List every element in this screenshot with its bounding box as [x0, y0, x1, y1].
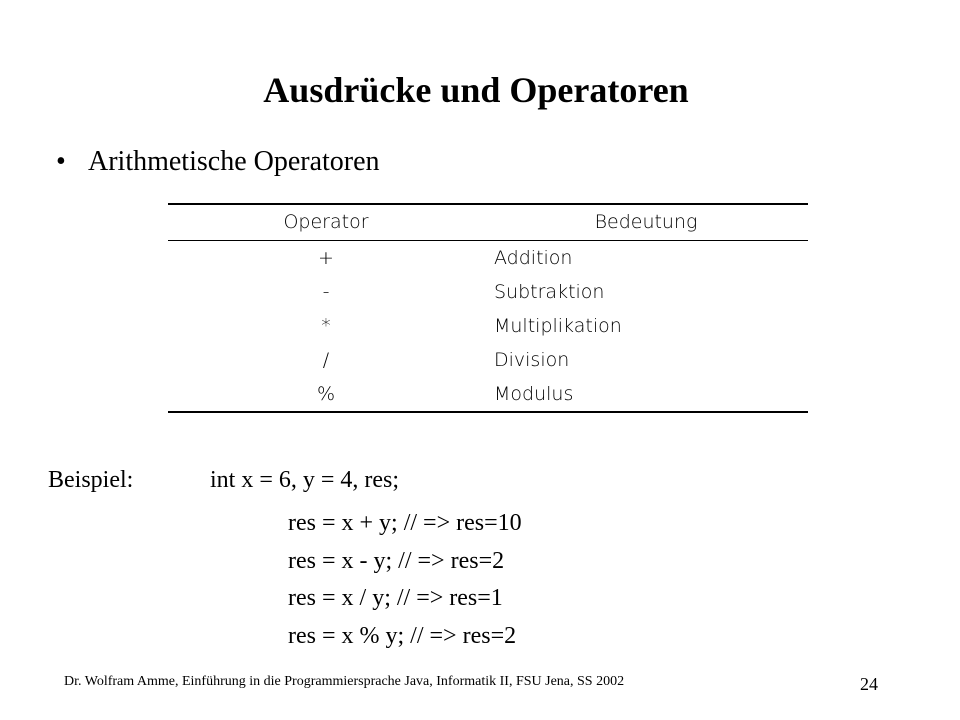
table-bottom-rule [168, 411, 808, 413]
table-row [168, 275, 808, 309]
example-label: Beispiel: [48, 467, 134, 493]
meaning-cell: Division [494, 349, 570, 371]
meaning-cell: Addition [494, 247, 573, 269]
operator-cell: - [322, 281, 330, 303]
bullet-text: Arithmetische Operatoren [88, 146, 380, 177]
meaning-cell: Modulus [494, 383, 574, 405]
table-header-meaning: Bedeutung [594, 211, 698, 233]
page-number: 24 [860, 674, 878, 694]
table-row [168, 241, 808, 275]
table-row [168, 343, 808, 377]
bullet-icon: • [56, 146, 66, 177]
table-row [168, 309, 808, 343]
code-line: int x = 6, y = 4, res; [210, 467, 400, 493]
meaning-cell: Subtraktion [494, 281, 605, 303]
slide-footer: Dr. Wolfram Amme, Einführung in die Programmiersprache Java, Informatik II, FSU Jena, SS 2002 [64, 674, 625, 689]
code-line: res = x - y; // => res=2 [288, 548, 505, 574]
slide-title: Ausdrücke und Operatoren [263, 70, 689, 110]
operator-cell: % [316, 383, 336, 405]
operator-cell: * [321, 315, 331, 337]
code-line: res = x + y; // => res=10 [288, 510, 522, 536]
operator-table [168, 203, 808, 411]
code-line: res = x / y; // => res=1 [288, 585, 503, 611]
meaning-cell: Multiplikation [494, 315, 622, 337]
code-line: res = x % y; // => res=2 [288, 623, 517, 649]
operator-cell: / [322, 349, 330, 371]
operator-cell: + [318, 247, 334, 269]
table-header-operator: Operator [283, 211, 369, 233]
table-row [168, 377, 808, 411]
